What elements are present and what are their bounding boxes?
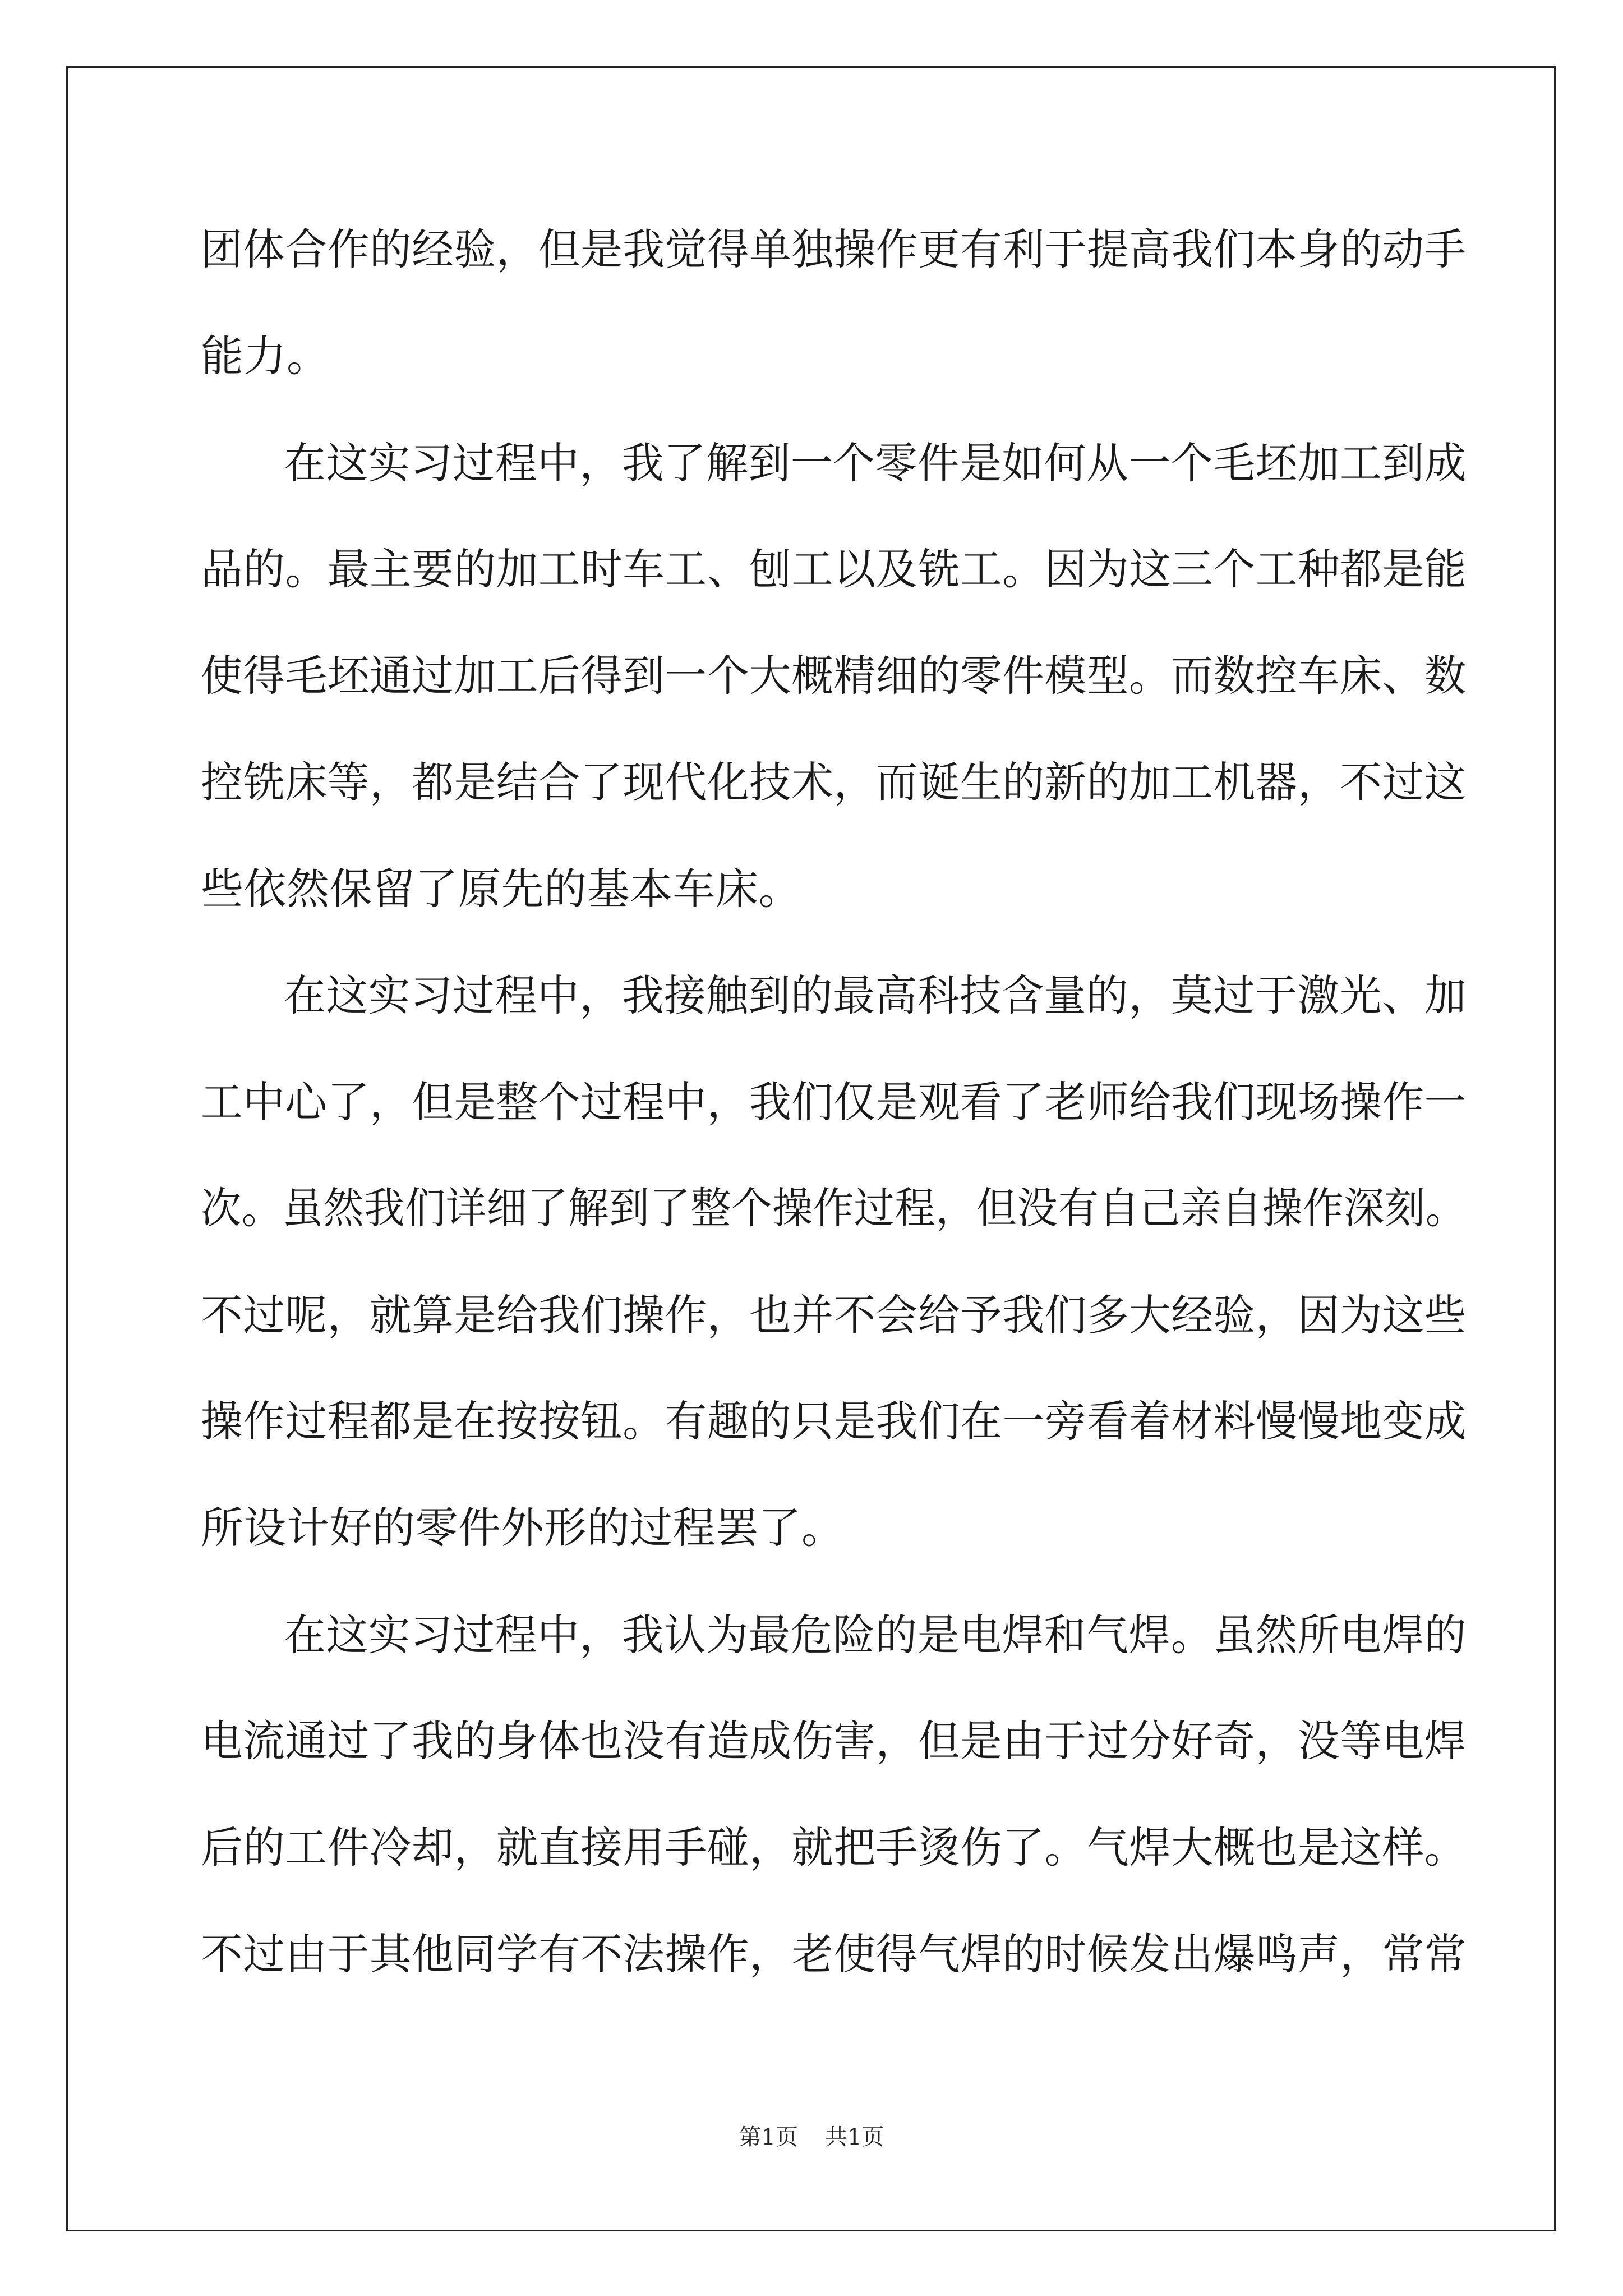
text-line: 使得毛坯通过加工后得到一个大概精细的零件模型。而数控车床、数 [201, 651, 1467, 701]
text-line: 控铣床等，都是结合了现代化技术，而诞生的新的加工机器，不过这 [201, 757, 1467, 807]
text-line: 后的工件冷却，就直接用手碰，就把手烫伤了。气焊大概也是这样。 [201, 1823, 1467, 1872]
text-line: 电流通过了我的身体也没有造成伤害，但是由于过分好奇，没等电焊 [201, 1716, 1467, 1766]
page-border [66, 66, 1556, 2231]
page-number: 第1页 [739, 2124, 798, 2150]
text-line: 在这实习过程中，我了解到一个零件是如何从一个毛坯加工到成 [284, 438, 1467, 488]
text-line: 次。虽然我们详细了解到了整个操作过程，但没有自己亲自操作深刻。 [201, 1183, 1467, 1233]
text-line: 能力。 [201, 331, 330, 381]
text-line: 在这实习过程中，我接触到的最高科技含量的，莫过于激光、加 [284, 970, 1467, 1020]
text-line: 操作过程都是在按按钮。有趣的只是我们在一旁看着材料慢慢地变成 [201, 1396, 1467, 1446]
text-line: 工中心了，但是整个过程中，我们仅是观看了老师给我们现场操作一 [201, 1077, 1467, 1127]
page-footer [0, 2123, 1623, 2151]
text-line: 品的。最主要的加工时车工、刨工以及铣工。因为这三个工种都是能 [201, 544, 1467, 594]
text-line: 团体合作的经验，但是我觉得单独操作更有利于提高我们本身的动手 [201, 224, 1467, 274]
text-line: 不过由于其他同学有不法操作，老使得气焊的时候发出爆鸣声，常常 [201, 1929, 1467, 1979]
text-line: 些依然保留了原先的基本车床。 [201, 864, 801, 914]
text-line: 所设计好的零件外形的过程罢了。 [201, 1503, 845, 1553]
text-line: 在这实习过程中，我认为最危险的是电焊和气焊。虽然所电焊的 [284, 1610, 1467, 1660]
text-line: 不过呢，就算是给我们操作，也并不会给予我们多大经验，因为这些 [201, 1290, 1467, 1340]
page-total: 共1页 [825, 2124, 884, 2150]
